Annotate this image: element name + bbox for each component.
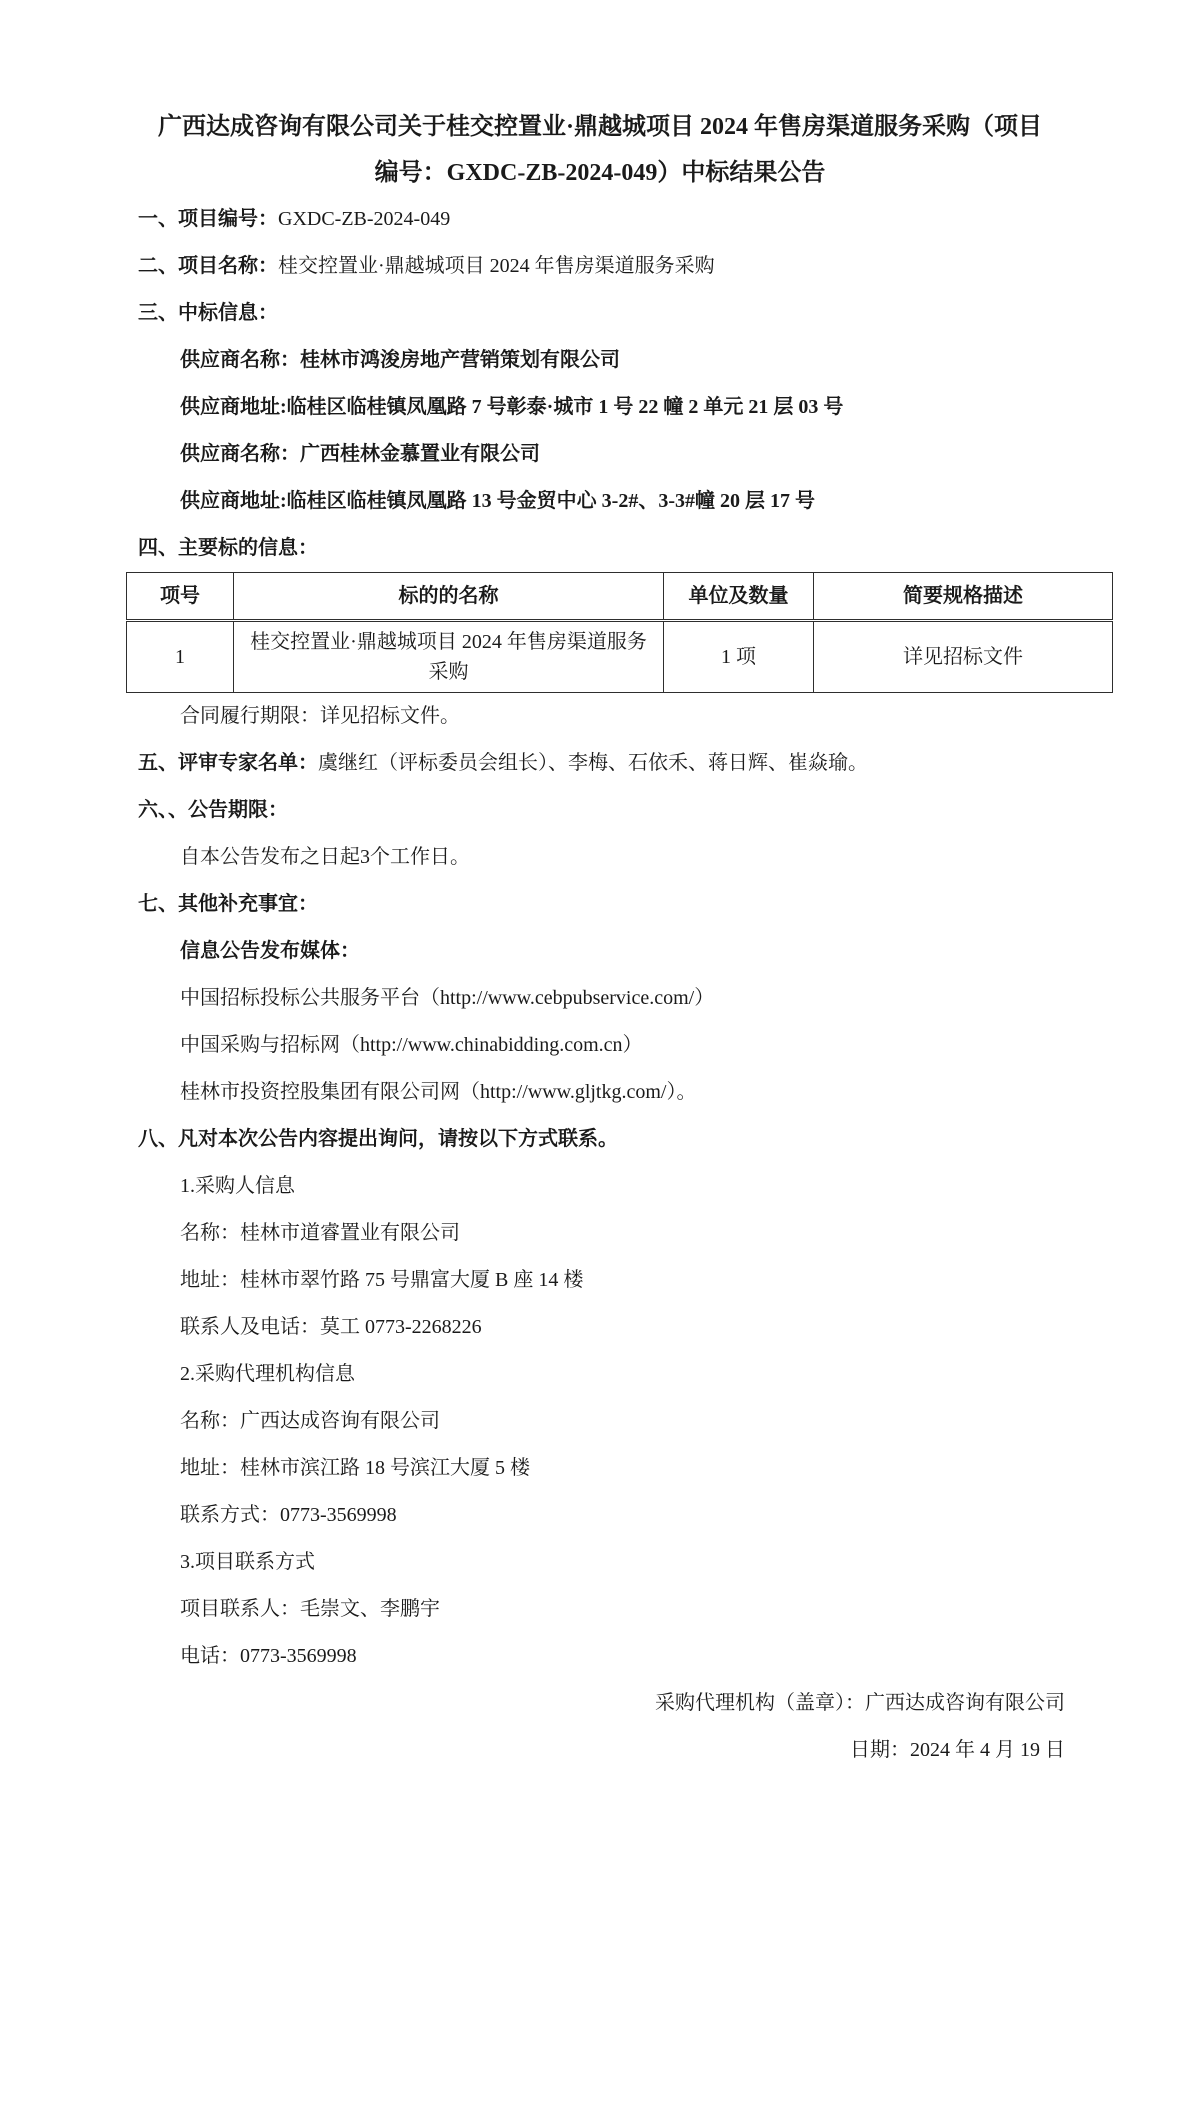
supplier2-name: 供应商名称：广西桂林金慕置业有限公司 [180,443,540,465]
supplier1-name: 供应商名称：桂林市鸿浚房地产营销策划有限公司 [180,349,620,371]
cell-item-no: 1 [127,621,234,693]
col-header-subject-name: 标的的名称 [234,573,664,621]
document-title-line1: 广西达成咨询有限公司关于桂交控置业·鼎越城项目 2024 年售房渠道服务采购（项目 [157,114,1042,140]
project-phone: 电话：0773-3569998 [180,1645,357,1667]
table-header-row [127,573,1113,621]
media-label: 信息公告发布媒体： [180,940,360,962]
agency-contact: 联系方式：0773-3569998 [180,1504,397,1526]
document-title-line2: 编号：GXDC-ZB-2024-049）中标结果公告 [374,160,826,186]
agency-name: 名称：广西达成咨询有限公司 [180,1410,440,1432]
buyer-info-title: 1.采购人信息 [180,1175,295,1197]
supplier2-address: 供应商地址:临桂区临桂镇凤凰路 13 号金贸中心 3-2#、3-3#幢 20 层 17 号 [180,490,815,512]
subject-info-table [126,572,1113,693]
section-supplementary-heading: 七、其他补充事宜： [138,893,318,915]
experts-list: 虞继红（评标委员会组长）、李梅、石依禾、蒋日辉、崔焱瑜。 [318,752,868,774]
agency-info-title: 2.采购代理机构信息 [180,1363,355,1385]
cell-spec: 详见招标文件 [814,621,1113,693]
media-item-chinabidding: 中国采购与招标网（http://www.chinabidding.com.cn） [180,1034,643,1056]
section-experts [138,740,1110,787]
project-name-value: 桂交控置业·鼎越城项目 2024 年售房渠道服务采购 [278,255,715,277]
section-notice-period-heading: 六、、公告期限： [138,799,288,821]
section-experts-label: 五、评审专家名单： [138,752,318,774]
cell-unit-qty: 1 项 [664,621,814,693]
contract-term: 合同履行期限：详见招标文件。 [180,705,460,727]
section-project-name-label: 二、项目名称： [138,255,278,277]
buyer-contact: 联系人及电话：莫工 0773-2268226 [180,1316,482,1338]
col-header-unit-qty: 单位及数量 [664,573,814,621]
section-subject-info-heading: 四、主要标的信息： [138,537,318,559]
col-header-item-no: 项号 [127,573,234,621]
media-item-cebpubservice: 中国招标投标公共服务平台（http://www.cebpubservice.com/） [180,987,715,1009]
document-title [130,0,1070,196]
notice-period-body: 自本公告发布之日起3个工作日。 [180,846,470,868]
col-header-spec: 简要规格描述 [814,573,1113,621]
buyer-name: 名称：桂林市道睿置业有限公司 [180,1222,460,1244]
section-project-number [138,196,1110,243]
media-item-gljtkg: 桂林市投资控股集团有限公司网（http://www.gljtkg.com/）。 [180,1081,697,1103]
agency-stamp-line: 采购代理机构（盖章）：广西达成咨询有限公司 [655,1692,1065,1714]
table-row [127,621,1113,693]
section-project-name [138,243,1110,290]
agency-address: 地址：桂林市滨江路 18 号滨江大厦 5 楼 [180,1457,530,1479]
project-contacts: 项目联系人：毛崇文、李鹏宇 [180,1598,440,1620]
date-line: 日期：2024 年 4 月 19 日 [850,1739,1065,1761]
supplier1-address: 供应商地址:临桂区临桂镇凤凰路 7 号彰泰·城市 1 号 22 幢 2 单元 21 层 03 号 [180,396,844,418]
project-contact-title: 3.项目联系方式 [180,1551,315,1573]
project-number-value: GXDC-ZB-2024-049 [278,208,451,230]
cell-subject-name: 桂交控置业·鼎越城项目 2024 年售房渠道服务采购 [234,621,664,693]
section-contact-heading: 八、凡对本次公告内容提出询问，请按以下方式联系。 [138,1128,618,1150]
section-project-number-label: 一、项目编号： [138,208,278,230]
buyer-address: 地址：桂林市翠竹路 75 号鼎富大厦 B 座 14 楼 [180,1269,584,1291]
section-award-info-heading: 三、中标信息： [138,302,278,324]
